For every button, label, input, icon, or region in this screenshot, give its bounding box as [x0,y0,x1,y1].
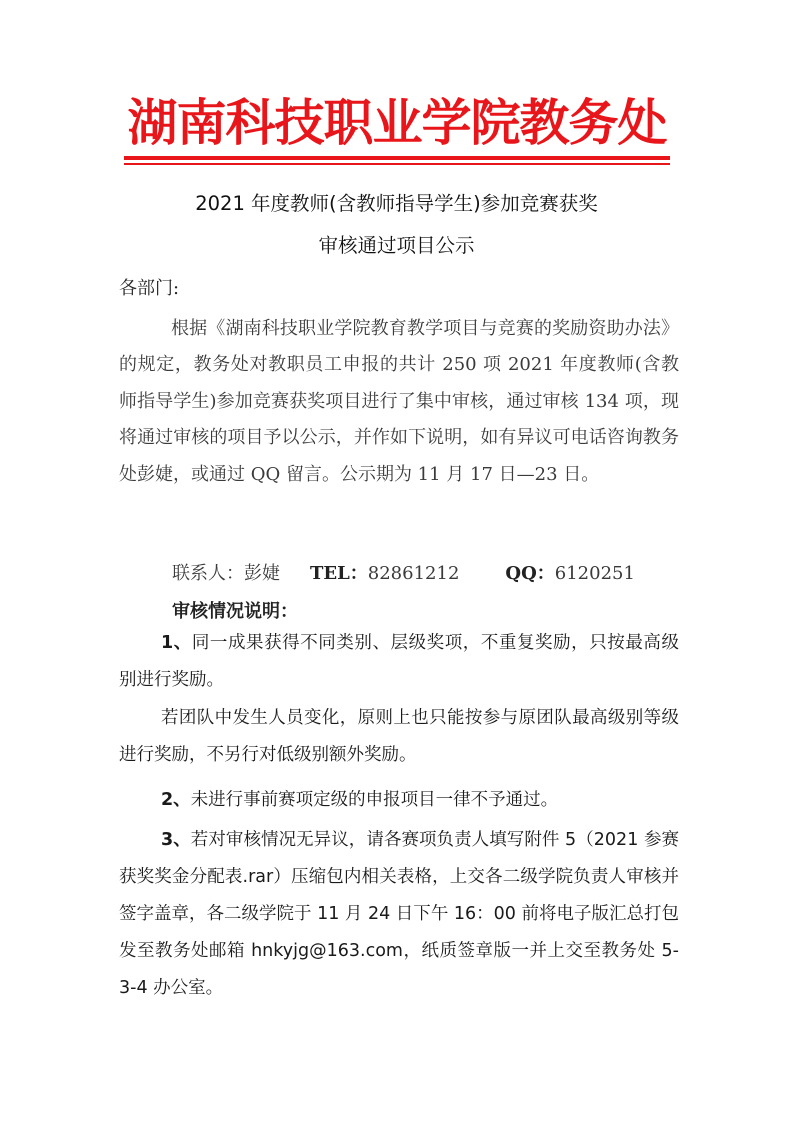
note-text: 同一成果获得不同类别、层级奖项，不重复奖励，只按最高级别进行奖励。 [119,633,679,690]
contact-person-name: 彭婕 [244,563,280,584]
notes-heading: 审核情况说明： [172,601,298,622]
intro-paragraph: 根据《湖南科技职业学院教育教学项目与竞赛的奖励资助办法》的规定，教务处对教职员工申报的共计 250 项 2021 年度教师(含教师指导学生)参加竞赛获奖项目进行了集中审核，通过审核 134 项，现将通过审核的项目予以公示，并作如下说明，如有异议可电话咨询教务处彭婕，或通过 QQ 留言。公示期为 11 月 17 日—23 日。 [119,318,679,485]
salutation: 各部门: [119,278,180,299]
note-text: 未进行事前赛项定级的申报项目一律不予通过。 [190,790,559,810]
institution-masthead: 湖南科技职业学院教务处 [127,93,667,152]
masthead-rule-thick [124,156,670,160]
contact-qq-value: 6120251 [554,563,635,584]
note-paragraph-3 [119,822,679,1007]
document-title-line2: 审核通过项目公示 [318,234,475,257]
note-text: 若对审核情况无异议，请各赛项负责人填写附件 5（2021 参赛获奖奖金分配表.rar）压缩包内相关表格，上交各二级学院负责人审核并签字盖章，各二级学院于 11 月 24 日下午 16：00 前将电子版汇总打包发至教务处邮箱 hnkyjg@163.com，纸质签章版一并上交至教务处 5-3-4 办公室。 [119,830,679,998]
masthead-rule-thin [124,163,670,165]
note-number: 1、 [161,633,192,653]
note-paragraph-2 [119,782,679,819]
contact-qq-label: QQ： [505,563,555,584]
note-number: 3、 [161,830,191,850]
note-paragraph-1 [119,625,679,699]
contact-person-label: 联系人： [172,563,244,584]
note-paragraph-1b [119,700,679,774]
note-number: 2、 [161,790,191,810]
contact-line [172,559,635,585]
contact-tel-label: TEL： [310,563,368,584]
document-title-line1: 2021 年度教师(含教师指导学生)参加竞赛获奖 [195,192,598,215]
note-text: 若团队中发生人员变化，原则上也只能按参与原团队最高级别等级进行奖励，不另行对低级别额外奖励。 [119,708,679,765]
contact-tel-value: 82861212 [367,563,460,584]
